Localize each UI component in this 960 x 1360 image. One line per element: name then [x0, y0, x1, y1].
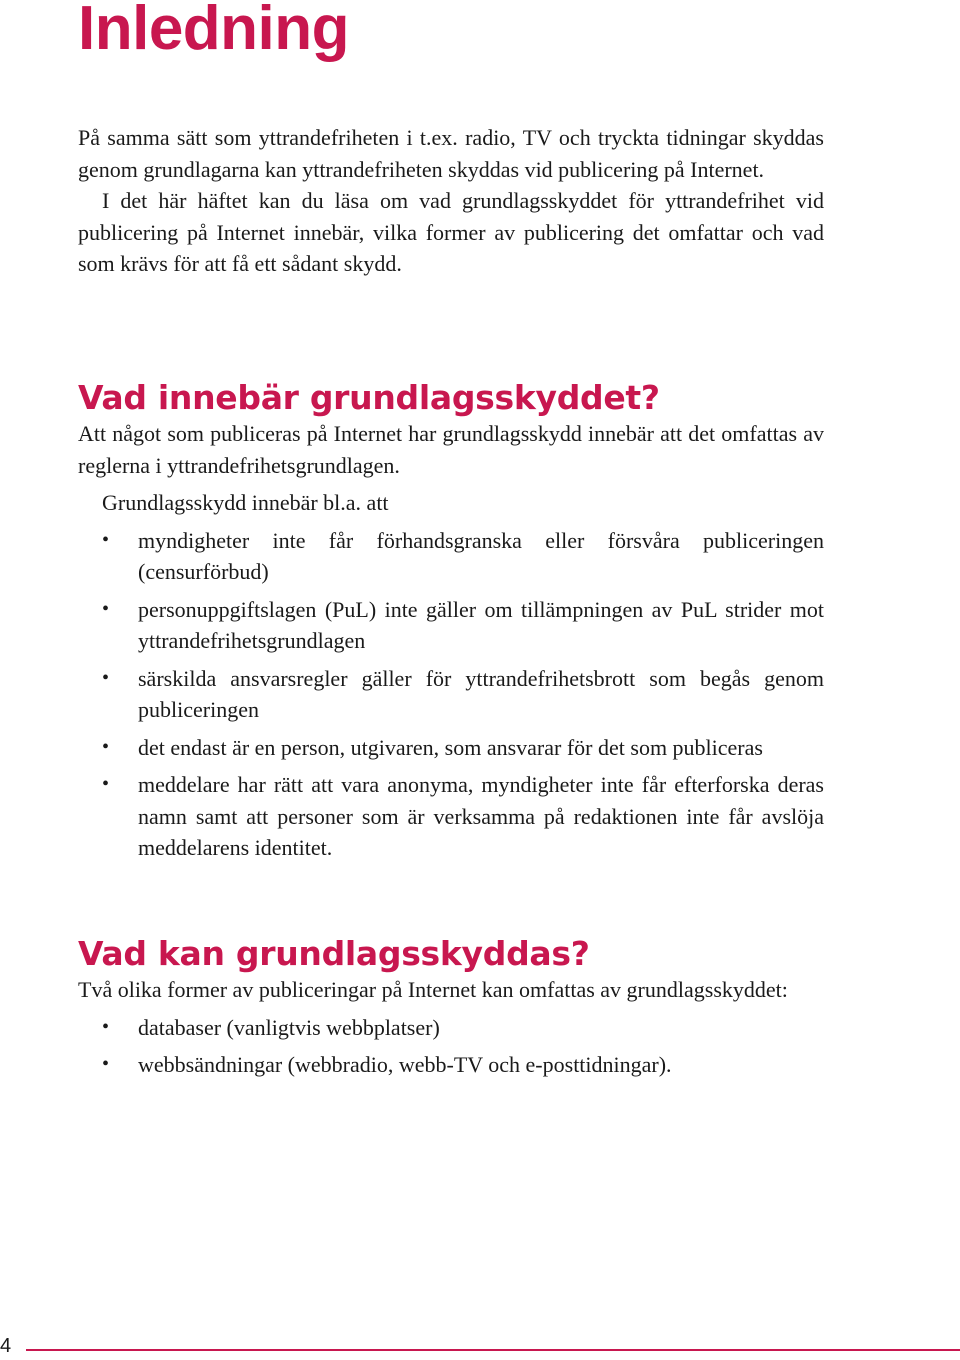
bullet-icon: • [102, 666, 110, 689]
section-paragraph: Två olika former av publiceringar på Internet kan omfattas av grundlagsskyddet: [78, 977, 788, 1002]
list-item-text: myndigheter inte får förhandsgranska eller försvåra publiceringen (censurförbud) [138, 527, 824, 584]
list-item-text: det endast är en person, utgivaren, som ansvarar för det som publiceras [138, 734, 763, 760]
bullet-icon: • [102, 773, 110, 795]
list-item [78, 732, 824, 764]
section-what-can-be-protected [78, 934, 824, 1087]
intro-paragraph-2: I det här häftet kan du läsa om vad grundlagsskyddet för yttrandefrihet vid publicering på Internet innebär, vilka former av publicering det omfattar och vad som krävs för att få ett sådant skydd. [78, 188, 824, 276]
list-item [78, 1012, 824, 1044]
bullet-icon: • [102, 735, 110, 758]
list-item-text: databaser (vanligtvis webbplatser) [138, 1014, 440, 1040]
bullet-icon: • [102, 1015, 110, 1038]
footer-divider [26, 1349, 960, 1351]
bullet-icon: • [102, 528, 110, 551]
list-item [78, 525, 824, 588]
list-item [78, 594, 824, 657]
list-item [78, 1049, 824, 1081]
bullet-icon: • [102, 597, 110, 620]
section-heading: Vad innebär grundlagsskyddet? [78, 378, 660, 417]
list-item-text: särskilda ansvarsregler gäller för yttrandefrihetsbrott som begås genom publiceringen [138, 665, 824, 722]
bullet-list [78, 525, 824, 864]
list-item-text: personuppgiftslagen (PuL) inte gäller om tillämpningen av PuL strider mot yttrandefrihetsgrundlagen [138, 596, 824, 653]
section-heading: Vad kan grundlagsskyddas? [78, 934, 590, 973]
section-lead: Grundlagsskydd innebär bl.a. att [102, 490, 389, 515]
bullet-list [78, 1012, 824, 1081]
bullet-icon: • [102, 1053, 110, 1075]
section-paragraph: Att något som publiceras på Internet har grundlagsskydd innebär att det omfattas av reglerna i yttrandefrihetsgrundlagen. [78, 421, 824, 478]
list-item-text: meddelare har rätt att vara anonyma, myndigheter inte får efterforska deras namn samt att personer som är verksamma på redaktionen inte får avslöja meddelarens identitet. [138, 772, 824, 860]
intro-paragraph-1: På samma sätt som yttrandefriheten i t.ex. radio, TV och tryckta tidningar skyddas genom grundlagarna kan yttrandefriheten skyddas vid publicering på Internet. [78, 125, 824, 182]
list-item [78, 769, 824, 864]
list-item [78, 663, 824, 726]
section-protection-meaning [78, 378, 824, 870]
list-item-text: webbsändningar (webbradio, webb-TV och e-posttidningar). [138, 1052, 672, 1077]
page-number: 4 [0, 1335, 12, 1357]
page-title: Inledning [78, 0, 350, 63]
intro-text [78, 122, 824, 280]
